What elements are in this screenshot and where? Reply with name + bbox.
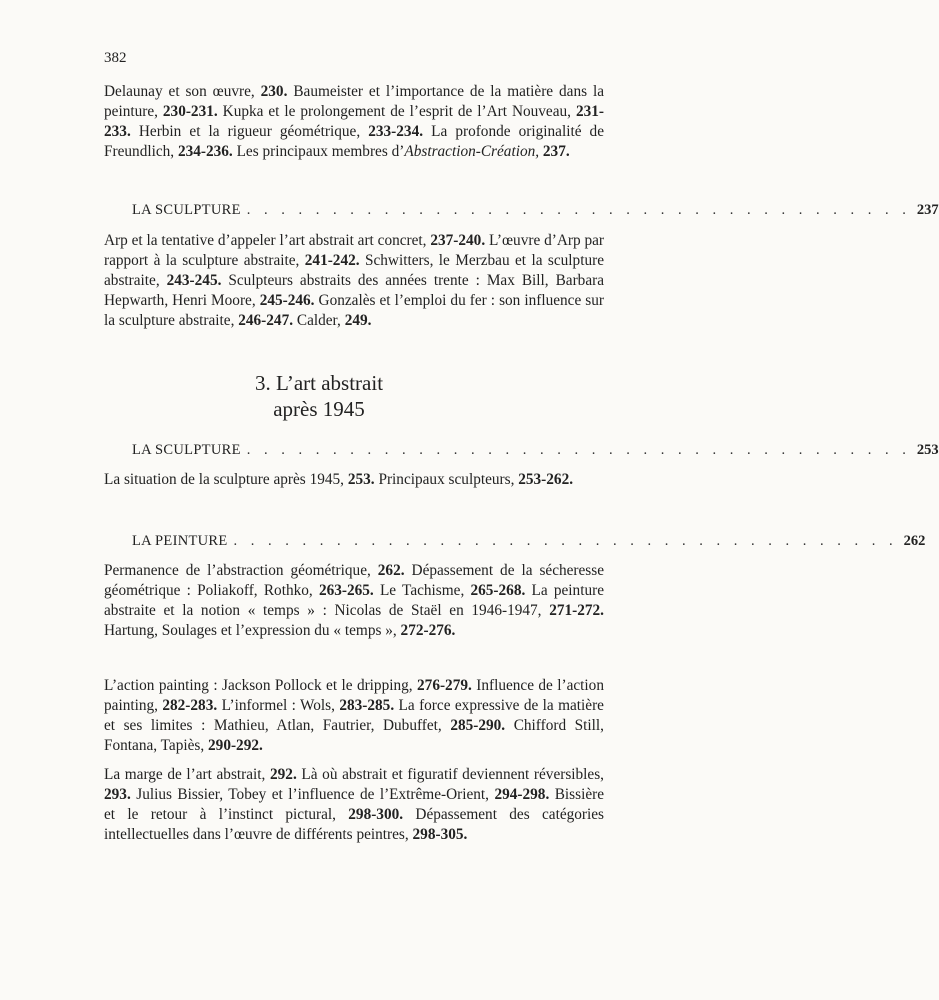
toc-entry-title: LA SCULPTURE xyxy=(132,442,241,458)
toc-entry-sculpture-2 xyxy=(132,442,939,459)
text-run: Bissière et le retour à l’instinct pictural, xyxy=(104,786,605,823)
page-reference: 241-242. xyxy=(304,252,360,269)
toc-leader-dots: . . . . . . . . . . . . . . . . . . . . . . . . . . . . . . . . . . . . . . . xyxy=(246,442,911,458)
toc-entry-page: 253 xyxy=(916,442,939,458)
page-reference: 262. xyxy=(377,562,405,579)
page-reference: 237. xyxy=(542,143,570,160)
text-run: Sculpteurs abstraits des années trente : Max Bill, Barbara Hepwarth, Henri Moore, xyxy=(104,272,604,309)
toc-entry-page: 237 xyxy=(916,202,939,218)
page-reference: 282-283. xyxy=(162,697,218,714)
text-run: Dépassement de la sécheresse géométrique : Poliakoff, Rothko, xyxy=(104,562,604,599)
page-reference: 290-292. xyxy=(208,737,263,754)
toc-entry-page: 262 xyxy=(903,533,926,549)
text-run: Baumeister et l’importance de la matière dans la peinture, xyxy=(104,83,605,120)
text-run: Schwitters, le Merzbau et la sculpture abstraite, xyxy=(104,252,604,289)
page-reference: 265-268. xyxy=(470,582,526,599)
text-run: Les principaux membres d’ xyxy=(232,143,405,160)
peinture-paragraph-3 xyxy=(104,765,604,845)
page-reference: 272-276. xyxy=(400,622,456,639)
text-run: Permanence de l’abstraction géométrique, xyxy=(104,562,378,579)
text-run: L’informel : Wols, xyxy=(217,697,340,714)
page-reference: 298-300. xyxy=(348,806,404,823)
page-reference: 233-234. xyxy=(368,123,424,140)
page-reference: 253-262. xyxy=(518,471,574,488)
toc-entry-peinture xyxy=(132,533,926,550)
page-reference: 276-279. xyxy=(417,677,472,694)
intro-paragraph xyxy=(104,82,604,162)
text-run: Arp et la tentative d’appeler l’art abstrait art concret, xyxy=(104,232,431,249)
italic-title: Abstraction-Création, xyxy=(404,143,540,160)
text-run: La profonde originalité de Freundlich, xyxy=(104,123,604,160)
chapter-title xyxy=(0,370,674,422)
peinture-paragraph-2 xyxy=(104,676,604,756)
text-run: La force expressive de la matière et ses limites : Mathieu, Atlan, Fautrier, Dubuffet, xyxy=(104,697,604,734)
page-reference: 292. xyxy=(270,766,297,783)
toc-leader-dots: . . . . . . . . . . . . . . . . . . . . . . . . . . . . . . . . . . . . . . . xyxy=(233,533,898,549)
page-reference: 249. xyxy=(344,312,372,329)
text-run: Dépassement des catégories intellectuelles dans l’œuvre de différents peintres, xyxy=(104,806,604,843)
text-run: Principaux sculpteurs, xyxy=(374,471,519,488)
page-reference: 246-247. xyxy=(238,312,294,329)
text-run: L’action painting : Jackson Pollock et le dripping, xyxy=(104,677,418,694)
page-reference: 294-298. xyxy=(494,786,550,803)
page-reference: 245-246. xyxy=(259,292,315,309)
toc-entry-sculpture-1 xyxy=(132,202,939,219)
page-reference: 283-285. xyxy=(339,697,395,714)
toc-leader-dots: . . . . . . . . . . . . . . . . . . . . . . . . . . . . . . . . . . . . . . . xyxy=(246,202,911,218)
page-reference: 231-233. xyxy=(104,103,604,140)
text-run: Gonzalès et l’emploi du fer : son influence sur la sculpture abstraite, xyxy=(104,292,604,329)
page-reference: 263-265. xyxy=(318,582,374,599)
sculpture-1-paragraph xyxy=(104,231,604,331)
text-run: Calder, xyxy=(293,312,345,329)
text-run: Là où abstrait et figuratif deviennent réversibles, xyxy=(296,766,604,783)
toc-entry-title: LA SCULPTURE xyxy=(132,202,241,218)
page-reference: 253. xyxy=(347,471,375,488)
text-run: Le Tachisme, xyxy=(373,582,471,599)
text-run: L’œuvre d’Arp par rapport à la sculpture abstraite, xyxy=(104,232,604,269)
text-run: Kupka et le prolongement de l’esprit de l’Art Nouveau, xyxy=(217,103,576,120)
peinture-paragraph-1 xyxy=(104,561,604,641)
text-run: La situation de la sculpture après 1945, xyxy=(104,471,348,488)
sculpture-2-paragraph xyxy=(104,470,604,490)
page-reference: 293. xyxy=(104,786,131,803)
text-run: Delaunay et son œuvre, xyxy=(104,83,261,100)
text-run: Chifford Still, Fontana, Tapiès, xyxy=(104,717,604,754)
page-reference: 243-245. xyxy=(166,272,222,289)
page-reference: 285-290. xyxy=(450,717,506,734)
page-reference: 230-231. xyxy=(162,103,218,120)
page-reference: 230. xyxy=(260,83,288,100)
text-run: Hartung, Soulages et l’expression du « temps », xyxy=(104,622,401,639)
page-number: 382 xyxy=(104,50,127,66)
text-run: Influence de l’action painting, xyxy=(104,677,604,714)
text-run: Herbin et la rigueur géométrique, xyxy=(130,123,369,140)
text-run: La marge de l’art abstrait, xyxy=(104,766,270,783)
page-reference: 234-236. xyxy=(177,143,233,160)
page-reference: 237-240. xyxy=(430,232,486,249)
page-reference: 271-272. xyxy=(549,602,604,619)
chapter-title-line-1: 3. L’art abstrait xyxy=(254,371,384,395)
text-run: La peinture abstraite et la notion « temps » : Nicolas de Staël en 1946-1947, xyxy=(104,582,604,619)
page-reference: 298-305. xyxy=(412,826,468,843)
text-run: Julius Bissier, Tobey et l’influence de l’Extrême-Orient, xyxy=(130,786,495,803)
chapter-title-line-2: après 1945 xyxy=(273,397,365,421)
toc-entry-title: LA PEINTURE xyxy=(132,533,228,549)
